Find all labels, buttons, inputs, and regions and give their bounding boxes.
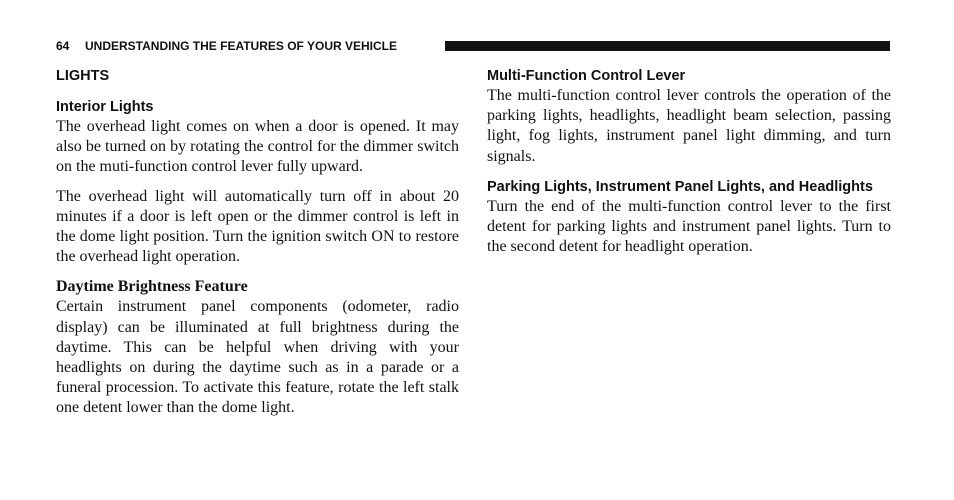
section-title-lights: LIGHTS bbox=[56, 68, 110, 84]
multi-function-lever-paragraph: The multi-function control lever controls the operation of the parking lights, headlights, headlight beam selection, passing light, fog lights, instrument panel light dimming, and turn signals. bbox=[487, 87, 891, 165]
heading-multi-function-lever: Multi-Function Control Lever bbox=[487, 68, 686, 84]
heading-interior-lights: Interior Lights bbox=[56, 99, 154, 115]
right-column bbox=[487, 66, 891, 257]
heading-parking-panel-headlights: Parking Lights, Instrument Panel Lights, and Headlights bbox=[487, 178, 873, 195]
running-head: UNDERSTANDING THE FEATURES OF YOUR VEHICLE bbox=[85, 39, 398, 53]
header-rule-bar bbox=[445, 41, 890, 51]
interior-lights-paragraph-1: The overhead light comes on when a door is opened. It may also be turned on by rotating the control for the dimmer switch on the muti-function control lever fully upward. bbox=[56, 118, 459, 176]
interior-lights-paragraph-2: The overhead light will automatically turn off in about 20 minutes if a door is left open or the dimmer control is left in the dome light position. Turn the ignition switch ON to restore the overhead light operation. bbox=[56, 187, 459, 266]
left-column bbox=[56, 66, 459, 419]
heading-daytime-brightness: Daytime Brightness Feature bbox=[56, 278, 248, 296]
daytime-brightness-paragraph: Certain instrument panel components (odometer, radio display) can be illuminated at full brightness during the daytime. This can be helpful when driving with your headlights on during the daytime such as in a parade or a funeral procession. To activate this feature, rotate the left stalk one detent lower than the dome light. bbox=[56, 298, 459, 417]
page-number: 64 bbox=[56, 39, 70, 53]
parking-lights-paragraph: Turn the end of the multi-function control lever to the first detent for parking lights and instrument panel lights. Turn to the second detent for headlight operation. bbox=[487, 197, 891, 256]
page-header bbox=[56, 37, 890, 55]
